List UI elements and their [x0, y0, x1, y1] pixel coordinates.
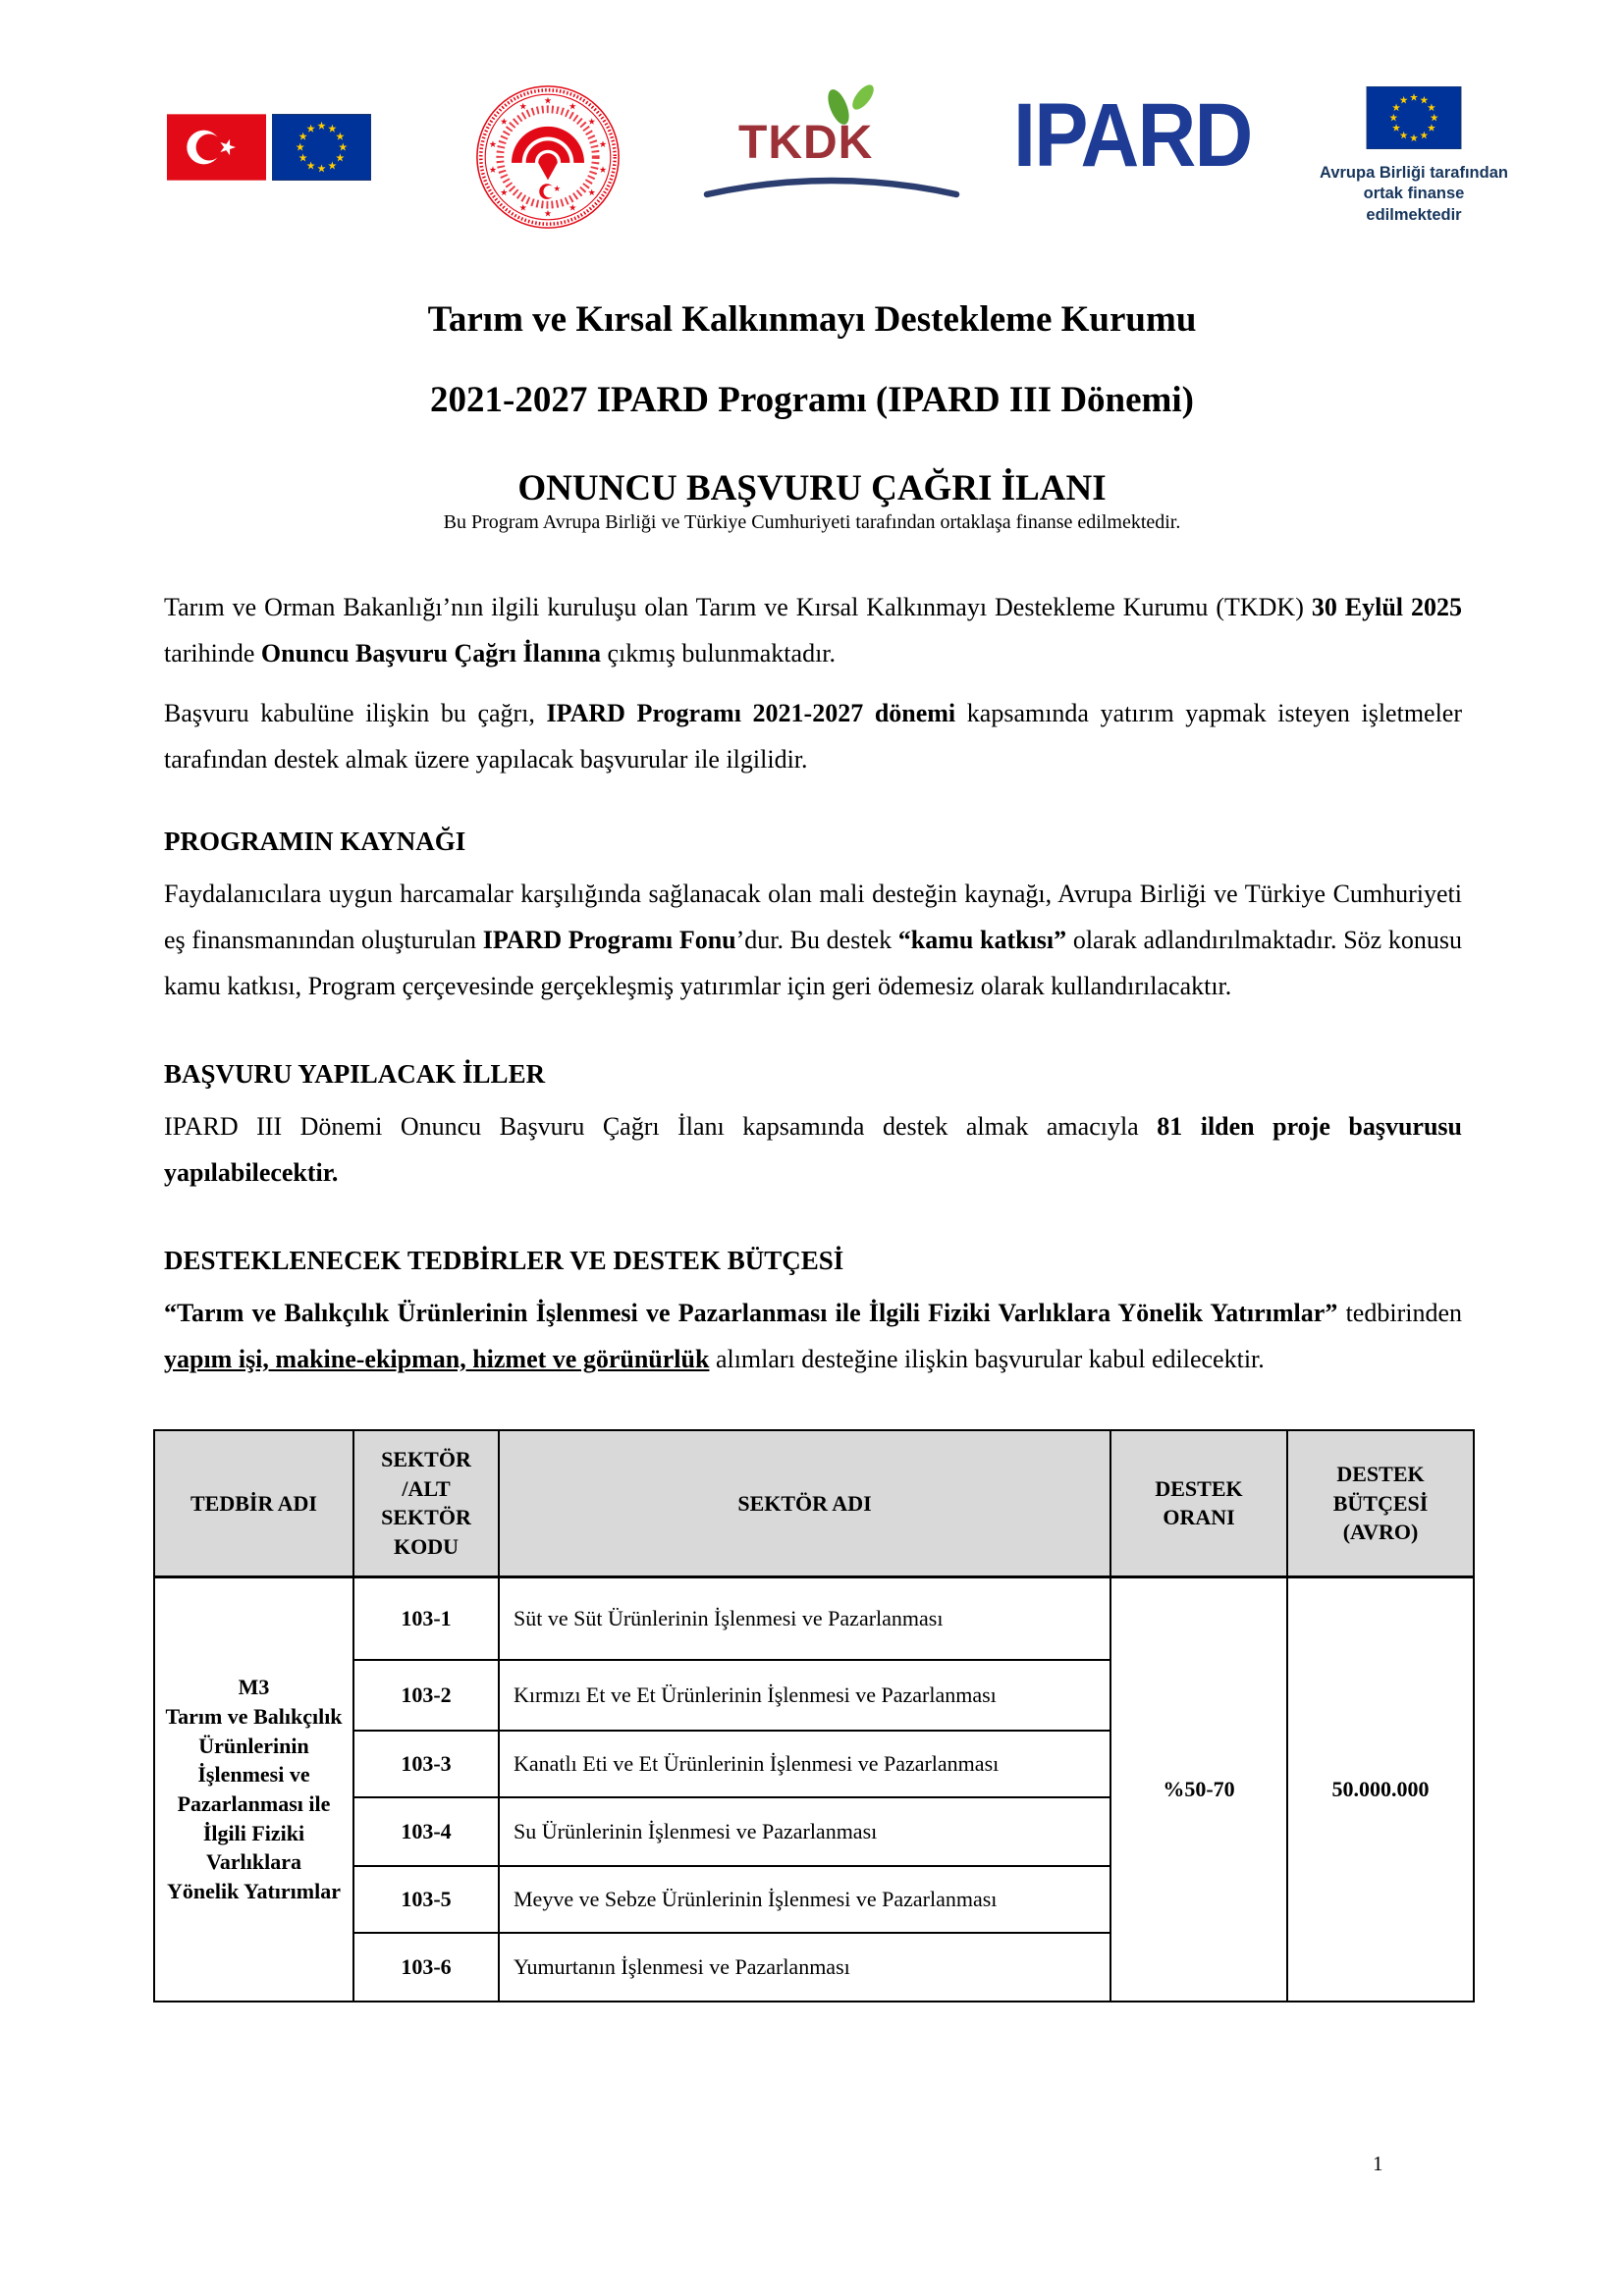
- tkdk-logo: [703, 80, 960, 198]
- support-measures-table: [153, 1429, 1475, 2002]
- sector-name-cell: Süt ve Süt Ürünlerinin İşlenmesi ve Pazarlanması: [499, 1576, 1110, 1660]
- sector-code-cell: 103-1: [353, 1576, 499, 1660]
- eu-flag-icon: [1366, 86, 1462, 149]
- sector-code-cell: 103-6: [353, 1933, 499, 2002]
- document-title-line2: 2021-2027 IPARD Programı (IPARD III Dönemi): [430, 380, 1194, 420]
- table-row: [154, 1576, 1474, 1660]
- sector-code-cell: 103-4: [353, 1797, 499, 1866]
- measure-name-cell: M3 Tarım ve Balıkçılık Ürünlerinin İşlenmesi ve Pazarlanması ile İlgili Fiziki Varlıklara Yönelik Yatırımlar: [154, 1576, 353, 2002]
- logo-band: [0, 0, 1624, 245]
- document-subtitle: Bu Program Avrupa Birliği ve Türkiye Cumhuriyeti tarafından ortaklaşa finanse edilmektedir.: [443, 511, 1181, 533]
- section-heading-basvuru-iller: BAŞVURU YAPILACAK İLLER: [164, 1059, 546, 1089]
- sector-name-cell: Yumurtanın İşlenmesi ve Pazarlanması: [499, 1933, 1110, 2002]
- sector-code-cell: 103-3: [353, 1731, 499, 1797]
- eu-cofinance-logo: [1316, 86, 1512, 226]
- turkish-flag-icon: [167, 114, 266, 181]
- table-header-row: [154, 1430, 1474, 1576]
- tkdk-arc-icon: [703, 167, 960, 198]
- sector-name-cell: Kanatlı Eti ve Et Ürünlerinin İşlenmesi ve Pazarlanması: [499, 1731, 1110, 1797]
- sector-name-cell: Meyve ve Sebze Ürünlerinin İşlenmesi ve Pazarlanması: [499, 1866, 1110, 1933]
- document-title-line3: ONUNCU BAŞVURU ÇAĞRI İLANI: [517, 468, 1107, 508]
- sector-code-cell: 103-5: [353, 1866, 499, 1933]
- eu-cofinance-caption: Avrupa Birliği tarafından ortak finanse edilmektedir: [1320, 164, 1508, 224]
- support-rate-cell: %50-70: [1110, 1576, 1287, 2002]
- program-kaynagi-paragraph: Faydalanıcılara uygun harcamalar karşılığında sağlanacak olan mali desteğin kaynağı, Avrupa Birliği ve Türkiye Cumhuriyeti eş finansmanından oluşturulan IPARD Programı Fonu’dur. Bu destek “kamu katkısı” olarak adlandırılmaktadır. Söz konusu kamu katkısı, Program çerçevesinde gerçekleşmiş yatırımlar için geri ödemesiz olarak kullandırılacaktır.: [164, 880, 1462, 1000]
- sector-name-cell: Su Ürünlerinin İşlenmesi ve Pazarlanması: [499, 1797, 1110, 1866]
- header-sektor-adi: SEKTÖR ADI: [499, 1430, 1110, 1576]
- document-body: [164, 584, 1462, 2002]
- intro-paragraph-2: Başvuru kabulüne ilişkin bu çağrı, IPARD Programı 2021-2027 dönemi kapsamında yatırım yapmak isteyen işletmeler tarafından destek almak üzere yapılacak başvurular ile ilgilidir.: [164, 699, 1463, 774]
- page-number: 1: [1373, 2152, 1383, 2175]
- sector-code-cell: 103-2: [353, 1660, 499, 1731]
- header-destek-orani: DESTEK ORANI: [1110, 1430, 1287, 1576]
- header-destek-butcesi: DESTEK BÜTÇESİ (AVRO): [1287, 1430, 1474, 1576]
- tedbirler-paragraph: “Tarım ve Balıkçılık Ürünlerinin İşlenmesi ve Pazarlanması ile İlgili Fiziki Varlıklara Yönelik Yatırımlar” tedbirinden yapım işi, makine-ekipman, hizmet ve görünürlük alımları desteğine ilişkin başvurular kabul edilecektir.: [164, 1299, 1462, 1373]
- basvuru-iller-paragraph: IPARD III Dönemi Onuncu Başvuru Çağrı İlanı kapsamında destek almak amacıyla 81 ilden proje başvurusu yapılabilecektir.: [164, 1112, 1462, 1187]
- tkdk-wordmark: TKDK: [738, 117, 874, 169]
- document-title-line1: Tarım ve Kırsal Kalkınmayı Destekleme Kurumu: [427, 299, 1197, 340]
- section-heading-program-kaynagi: PROGRAMIN KAYNAĞI: [164, 827, 466, 856]
- ministry-agriculture-seal-icon: [473, 82, 623, 232]
- budget-cell: 50.000.000: [1287, 1576, 1474, 2002]
- ipard-wordmark: IPARD: [1013, 85, 1252, 186]
- eu-flag-icon: [272, 114, 371, 181]
- section-heading-tedbirler: DESTEKLENECEK TEDBİRLER VE DESTEK BÜTÇESİ: [164, 1246, 844, 1275]
- turkey-eu-flags-logo: [167, 114, 371, 181]
- header-tedbir-adi: TEDBİR ADI: [154, 1430, 353, 1576]
- header-sektor-kodu: SEKTÖR /ALT SEKTÖR KODU: [353, 1430, 499, 1576]
- intro-paragraph-1: Tarım ve Orman Bakanlığı’nın ilgili kuruluşu olan Tarım ve Kırsal Kalkınmayı Destekleme Kurumu (TKDK) 30 Eylül 2025 tarihinde Onuncu Başvuru Çağrı İlanına çıkmış bulunmaktadır.: [164, 593, 1462, 667]
- title-block: [164, 300, 1460, 534]
- sector-name-cell: Kırmızı Et ve Et Ürünlerinin İşlenmesi ve Pazarlanması: [499, 1660, 1110, 1731]
